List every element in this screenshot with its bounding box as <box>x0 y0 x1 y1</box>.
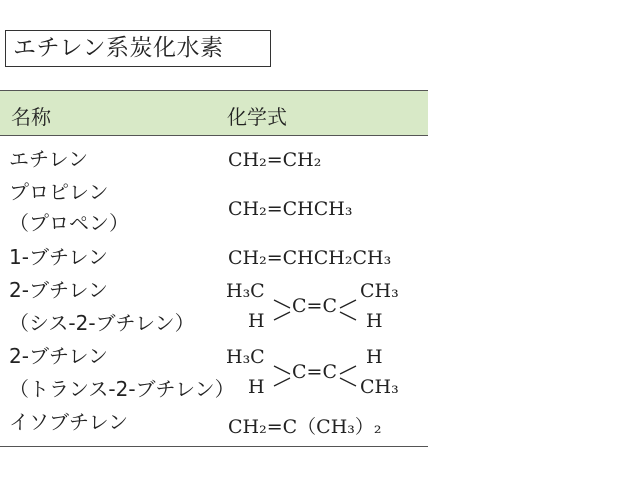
chemical-formula: CH₂=CHCH₂CH₃ <box>228 247 392 269</box>
substituent-bottom-right: H <box>366 310 383 332</box>
table-header <box>0 90 428 136</box>
chemical-formula: CH₂=C（CH₃）₂ <box>228 416 382 438</box>
compound-name: イソブチレン <box>9 410 129 434</box>
structural-formula <box>226 344 416 408</box>
compound-name: エチレン <box>9 147 89 171</box>
compound-alt-name: （プロペン） <box>9 211 129 235</box>
substituent-bottom-right: CH₃ <box>360 376 399 398</box>
substituent-top-right: H <box>366 346 383 368</box>
table-title: エチレン系炭化水素 <box>5 30 271 67</box>
compound-name: 2-ブチレン <box>9 344 109 368</box>
hydrocarbon-table <box>0 90 428 136</box>
double-bond-center: C=C <box>292 361 337 383</box>
compound-alt-name: （トランス-2-ブチレン） <box>9 377 235 401</box>
chemical-formula: CH₂=CH₂ <box>228 149 322 171</box>
substituent-top-left: H₃C <box>226 280 265 302</box>
compound-name: 2-ブチレン <box>9 278 109 302</box>
substituent-top-right: CH₃ <box>360 280 399 302</box>
compound-alt-name: （シス-2-ブチレン） <box>9 311 195 335</box>
header-formula: 化学式 <box>227 105 287 129</box>
compound-name: 1-ブチレン <box>9 245 109 269</box>
substituent-bottom-left: H <box>248 310 265 332</box>
substituent-top-left: H₃C <box>226 346 265 368</box>
substituent-bottom-left: H <box>248 376 265 398</box>
double-bond-center: C=C <box>292 295 337 317</box>
header-name: 名称 <box>11 105 51 129</box>
table-bottom-rule <box>0 446 428 447</box>
chemical-formula: CH₂=CHCH₃ <box>228 198 353 220</box>
structural-formula <box>226 278 416 342</box>
compound-name: プロピレン <box>9 180 109 204</box>
